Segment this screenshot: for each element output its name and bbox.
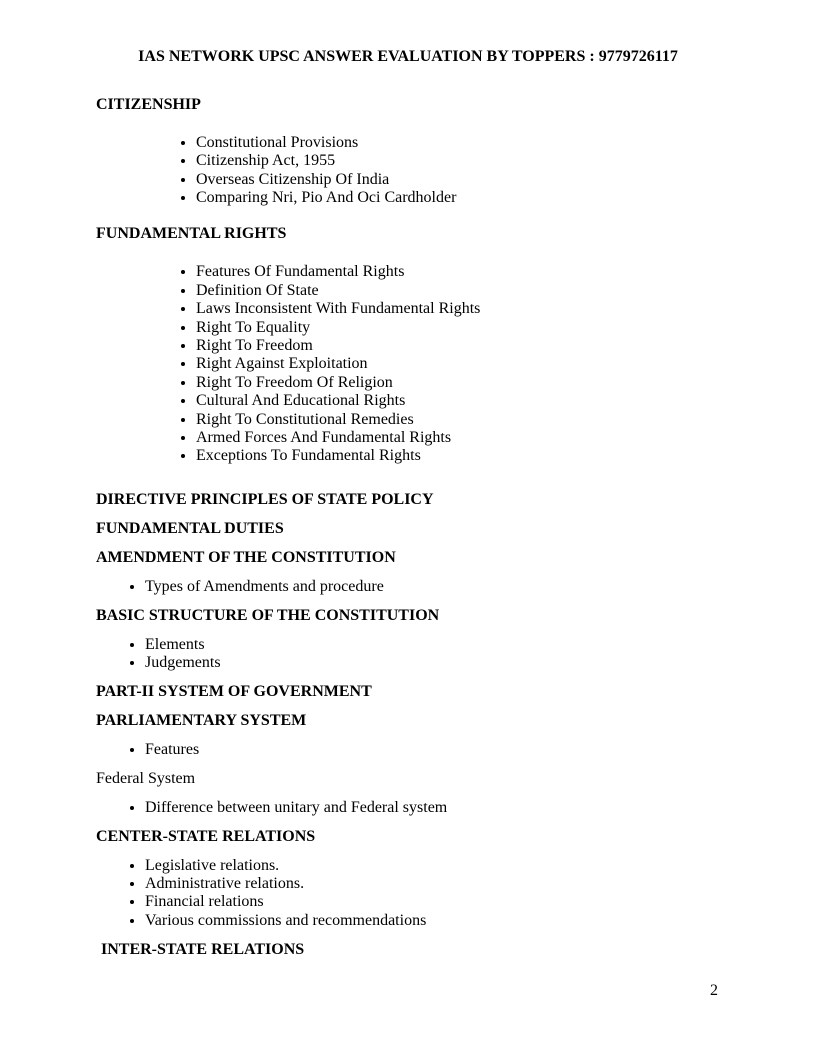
bullet-item: • Definition Of State	[196, 282, 720, 300]
section-heading-center-state-relations: CENTER-STATE RELATIONS	[96, 827, 316, 845]
bullet-item: • Difference between unitary and Federal system	[145, 799, 720, 817]
section-heading-amendment: AMENDMENT OF THE CONSTITUTION	[96, 549, 396, 567]
bullet-item: • Exceptions To Fundamental Rights	[196, 447, 720, 465]
section-heading-basic-structure: BASIC STRUCTURE OF THE CONSTITUTION	[96, 606, 440, 624]
section-heading-inter-state-relations: INTER-STATE RELATIONS	[101, 940, 305, 958]
bullet-item: • Features	[145, 741, 720, 759]
section-heading-directive-principles: DIRECTIVE PRINCIPLES OF STATE POLICY	[96, 491, 434, 509]
para-federal-system: Federal System	[96, 769, 196, 787]
bullet-item: • Right To Freedom	[196, 337, 720, 355]
amendment-bullet-list	[96, 578, 720, 596]
bullet-item: • Comparing Nri, Pio And Oci Cardholder	[196, 189, 720, 207]
bullet-item: • Types of Amendments and procedure	[145, 578, 720, 596]
bullet-item: • Right To Freedom Of Religion	[196, 374, 720, 392]
bullet-item: • Features Of Fundamental Rights	[196, 263, 720, 281]
basic-structure-bullet-list	[96, 636, 720, 673]
bullet-item: • Right To Equality	[196, 319, 720, 337]
section-heading-fundamental-duties: FUNDAMENTAL DUTIES	[96, 520, 284, 538]
bullet-item: • Constitutional Provisions	[196, 134, 720, 152]
bullet-item: • Administrative relations.	[145, 875, 720, 893]
bullet-item: • Laws Inconsistent With Fundamental Rights	[196, 300, 720, 318]
bullet-item: • Various commissions and recommendations	[145, 912, 720, 930]
bullet-item: • Right Against Exploitation	[196, 355, 720, 373]
page-number: 2	[710, 982, 718, 999]
center-state-bullet-list	[96, 857, 720, 931]
section-heading-fundamental-rights: FUNDAMENTAL RIGHTS	[96, 225, 287, 243]
bullet-item: • Judgements	[145, 654, 720, 672]
section-heading-citizenship: CITIZENSHIP	[96, 95, 201, 113]
section-heading-parliamentary-system: PARLIAMENTARY SYSTEM	[96, 712, 307, 730]
citizenship-bullet-list	[96, 134, 720, 208]
bullet-item: • Elements	[145, 636, 720, 654]
document-header-title: IAS NETWORK UPSC ANSWER EVALUATION BY TOPPERS : 9779726117	[138, 48, 678, 65]
bullet-item: • Armed Forces And Fundamental Rights	[196, 429, 720, 447]
bullet-item: • Legislative relations.	[145, 857, 720, 875]
federal-system-bullet-list	[96, 799, 720, 817]
section-heading-part2-system-of-government: PART-II SYSTEM OF GOVERNMENT	[96, 683, 372, 701]
fundamental-rights-bullet-list	[96, 263, 720, 465]
parliamentary-bullet-list	[96, 741, 720, 759]
bullet-item: • Citizenship Act, 1955	[196, 152, 720, 170]
bullet-item: • Right To Constitutional Remedies	[196, 411, 720, 429]
bullet-item: • Overseas Citizenship Of India	[196, 171, 720, 189]
bullet-item: • Cultural And Educational Rights	[196, 392, 720, 410]
bullet-item: • Financial relations	[145, 893, 720, 911]
